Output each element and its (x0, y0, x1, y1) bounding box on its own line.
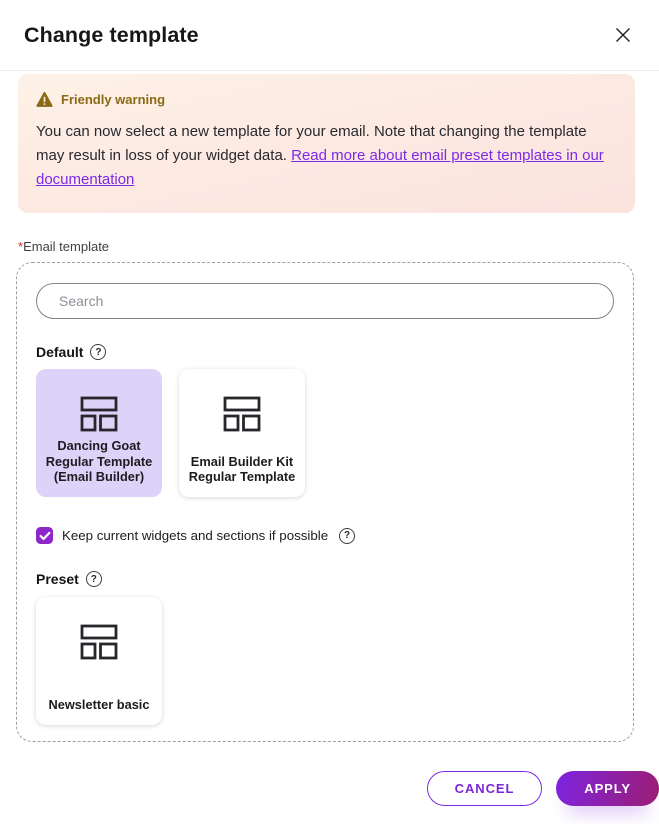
default-section-header (36, 344, 614, 360)
dialog-footer (0, 742, 659, 806)
checkmark-icon (39, 531, 51, 541)
template-card-newsletter-basic[interactable] (36, 597, 162, 725)
warning-title: Friendly warning (61, 92, 166, 107)
template-layout-icon (223, 396, 261, 432)
keep-widgets-label: Keep current widgets and sections if possible (62, 528, 329, 543)
warning-header (36, 91, 617, 108)
documentation-link[interactable]: Read more about email preset templates in our documentation (36, 147, 604, 188)
dialog-title: Change template (24, 22, 199, 47)
search-input[interactable] (36, 283, 614, 319)
warning-message (36, 120, 617, 192)
warning-banner (18, 74, 635, 213)
template-card-dancing-goat[interactable] (36, 369, 162, 497)
close-icon (613, 25, 633, 45)
preset-section-label: Preset (36, 571, 79, 587)
preset-template-cards (36, 597, 614, 725)
help-icon[interactable]: ? (86, 571, 102, 587)
field-label-text: Email template (23, 239, 110, 254)
help-icon[interactable]: ? (90, 344, 106, 360)
template-card-label: Newsletter basic (48, 697, 150, 713)
checkbox-checked-icon[interactable] (36, 527, 53, 544)
dialog-header (0, 0, 659, 71)
default-section-label: Default (36, 344, 84, 360)
apply-button[interactable]: APPLY (556, 771, 659, 806)
email-template-field-label (18, 239, 635, 254)
keep-widgets-checkbox-row[interactable] (36, 527, 355, 544)
template-card-label: Email Builder Kit Regular Template (188, 453, 296, 485)
required-mark: * (18, 239, 24, 254)
default-template-cards (36, 369, 614, 497)
warning-text: You can now select a new template for your email. Note that changing the template may result in loss of your widget data. (36, 123, 587, 164)
warning-triangle-icon (36, 91, 53, 108)
template-picker (16, 262, 634, 742)
template-card-label: Dancing Goat Regular Template (Email Builder) (45, 438, 153, 485)
help-icon[interactable]: ? (339, 528, 355, 544)
cancel-button[interactable]: CANCEL (427, 771, 543, 806)
template-layout-icon (80, 396, 118, 432)
preset-section-header (36, 571, 614, 587)
template-card-email-builder-kit[interactable] (179, 369, 305, 497)
close-button[interactable] (609, 21, 637, 49)
template-layout-icon (80, 624, 118, 660)
